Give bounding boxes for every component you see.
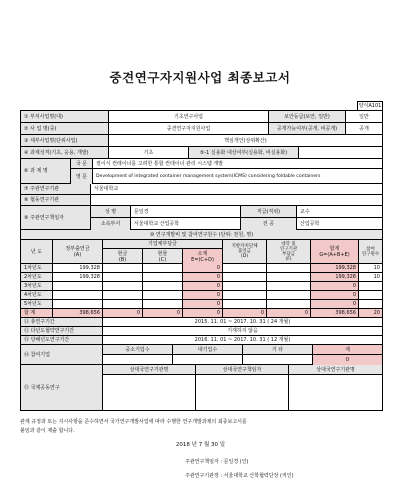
- value-multiyear-period: 기재하지 않음: [227, 328, 258, 334]
- table-row-total: [21, 309, 382, 318]
- cell-gov-fund: [53, 300, 103, 308]
- value-coop-institution: [91, 195, 382, 205]
- cell-in-kind: [143, 264, 183, 272]
- col-local-gov: 지방자치단체 출연금 (D): [223, 240, 267, 263]
- value-sme-count: [103, 355, 173, 365]
- label-participating-companies: ⑭ 참여기업: [21, 345, 103, 364]
- value-large-count: [173, 355, 243, 365]
- cell-cash: [103, 291, 143, 299]
- value-english-title: Development of integrated container management system(ICMS) considering foldable containers: [96, 173, 321, 179]
- row-detail-program: [21, 135, 382, 147]
- cell-subtotal: 0: [183, 300, 223, 308]
- row-project-type: [21, 147, 382, 159]
- cell-univ-fund: [267, 300, 311, 308]
- value-current-period: 2016. 11. 01 ~ 2017. 10. 31 ( 12 개월): [194, 337, 291, 343]
- cell-subtotal: 0: [183, 291, 223, 299]
- row-participating-companies: [21, 345, 382, 365]
- value-partner-institution-2: [289, 375, 382, 410]
- cell-year: 1차년도: [21, 264, 53, 272]
- label-english-title: 영 문: [71, 169, 93, 184]
- table-row: [21, 264, 382, 273]
- cell-year: 3차년도: [21, 282, 53, 290]
- cell-year: 2차년도: [21, 273, 53, 281]
- col-univ-fund: 대학 및 연구기관 부담금 (F): [267, 240, 311, 263]
- label-coop-institution: ⑧ 협동연구기관: [21, 195, 91, 205]
- row-coop-institution: [21, 195, 382, 206]
- cell-cash: [103, 282, 143, 290]
- submission-statement: [20, 418, 381, 436]
- col-gov-fund: 정부출연금 (A): [53, 240, 103, 263]
- value-total-period: 2015. 11. 01 ~ 2017. 10. 31 ( 24 개월): [194, 319, 291, 325]
- value-pi-dept: 서울대학교 산업공학: [131, 218, 241, 230]
- row-budget-columns: [21, 240, 382, 264]
- value-ministry-program: 기초연구사업: [109, 111, 269, 122]
- label-current-period: ⑬ 당해년도연구기간: [21, 336, 103, 344]
- col-researchers: 참여 연구원수: [361, 246, 380, 257]
- value-korean-title: 절이식 컨테이너를 고려한 통합 컨테이너 관리 시스템 개발: [96, 160, 224, 167]
- value-partner-pi: [196, 375, 289, 410]
- cell-univ-fund: [267, 273, 311, 281]
- value-detail-program: 핵심개인(상위확산): [224, 137, 267, 144]
- table-row: [21, 300, 382, 309]
- cell-in-kind: [143, 273, 183, 281]
- cell-total: 398,656: [311, 309, 359, 317]
- label-detail-program: ③ 세부사업명(단위사업): [21, 135, 109, 146]
- value-company-total: 0: [313, 355, 382, 365]
- report-form-table: [20, 110, 383, 411]
- cell-in-kind: [143, 291, 183, 299]
- row-program-name: [21, 123, 382, 135]
- value-security-level: 일반: [359, 113, 369, 120]
- col-company-total: 계: [313, 345, 382, 354]
- cell-cash: [103, 300, 143, 308]
- row-current-period: [21, 336, 382, 345]
- statement-line-2: 붙임과 같이 제출 합니다.: [20, 428, 75, 434]
- cell-total: 199,328: [311, 264, 359, 272]
- cell-researchers: 20: [373, 310, 380, 316]
- cell-cash: [103, 273, 143, 281]
- value-pi-position: 교수: [300, 208, 310, 215]
- table-row: [21, 291, 382, 300]
- cell-in-kind: [143, 300, 183, 308]
- col-partner-pi: 상대국연구책임자: [196, 365, 289, 374]
- col-year: 년 도: [21, 240, 53, 263]
- cell-in-kind: 0: [143, 309, 183, 317]
- label-project-name: ⑥ 과 제 명: [21, 159, 71, 183]
- label-multiyear-period: ⑫ 다년도협약연구기간: [21, 327, 103, 335]
- cell-total: 0: [311, 300, 359, 308]
- cell-in-kind: [143, 282, 183, 290]
- label-project-type: ④ 과제성격(기초, 응용, 개발): [21, 147, 109, 158]
- cell-gov-fund: 199,328: [53, 273, 103, 281]
- col-corp-fund: 기업체부담금: [148, 241, 177, 247]
- cell-subtotal: 0: [183, 282, 223, 290]
- value-lead-institution: 서울대학교: [94, 186, 119, 192]
- cell-local-gov: [223, 291, 267, 299]
- institution-head-signature: 주관연구기관장 : 서울대학교 산학협력단장 (직인): [185, 473, 294, 479]
- cell-researchers: [359, 300, 382, 308]
- cell-subtotal: 0: [183, 273, 223, 281]
- cell-local-gov: [223, 300, 267, 308]
- label-pi-position: 직급(직위): [241, 206, 297, 217]
- value-other-count: [243, 355, 313, 365]
- cell-cash: [103, 264, 143, 272]
- cell-researchers: [359, 291, 382, 299]
- row-budget-header: [21, 230, 382, 240]
- value-pi-name: 문일경: [131, 206, 241, 217]
- col-large-count: 대기업수: [173, 345, 243, 354]
- cell-gov-fund: [53, 282, 103, 290]
- value-pi-major: 산업공학: [300, 221, 320, 227]
- cell-gov-fund: 199,328: [53, 264, 103, 272]
- cell-local-gov: [223, 282, 267, 290]
- label-pi-major: 전 공: [241, 218, 297, 230]
- value-disclosure: 공개: [359, 125, 369, 132]
- row-lead-institution: [21, 184, 382, 195]
- cell-subtotal: 0: [183, 264, 223, 272]
- cell-year: 4차년도: [21, 291, 53, 299]
- cell-univ-fund: [267, 282, 311, 290]
- page-title: 중견연구자지원사업 최종보고서: [109, 70, 291, 85]
- row-international-research: [21, 365, 382, 410]
- cell-total: 199,328: [311, 273, 359, 281]
- col-total: 합계 G=(A+B+E): [311, 240, 359, 263]
- cell-researchers: [359, 282, 382, 290]
- label-international-research: ⑮ 국제공동연구: [21, 365, 103, 410]
- form-number: 양식A101: [358, 103, 382, 109]
- researcher-signature: 주관연구책임자 : 문일경 (인): [185, 459, 249, 465]
- label-pi-dept: 소속부서: [91, 218, 131, 230]
- cell-subtotal: 0: [183, 309, 223, 317]
- label-principal-investigator: ⑨ 주관연구책임자: [21, 206, 91, 229]
- value-program-name: 중견연구자지원사업: [109, 123, 269, 134]
- cell-local-gov: [223, 273, 267, 281]
- label-commercialization: ⑤-1 실용화 대상여부(실용화, 비실용화): [189, 147, 299, 158]
- col-subtotal: 소계 E=(C+D): [183, 249, 222, 264]
- row-project-name: [21, 159, 382, 184]
- col-partner-institution-2: 상대국연구기관명: [316, 366, 355, 373]
- submission-date: 2018 년 7 월 30 일: [175, 442, 226, 448]
- cell-year: 5차년도: [21, 300, 53, 308]
- cell-univ-fund: [267, 291, 311, 299]
- cell-gov-fund: 398,656: [53, 309, 103, 317]
- col-other-count: 기 타: [243, 345, 313, 354]
- label-total-period: ⑪ 총연구기간: [21, 318, 103, 326]
- cell-local-gov: 0: [223, 309, 267, 317]
- value-commercialization: [299, 147, 382, 158]
- label-disclosure: 공개가능여부(공개, 비공개): [269, 123, 346, 134]
- value-project-type: 기초: [109, 147, 189, 158]
- budget-header-label: ⑩ 연구개발비 및 참여연구원수 (단위: 천원, 명): [149, 231, 254, 238]
- cell-researchers: 10: [373, 274, 380, 280]
- table-row: [21, 273, 382, 282]
- cell-local-gov: [223, 264, 267, 272]
- label-lead-institution: ⑦ 주관연구기관: [21, 184, 91, 194]
- statement-line-1: 관계 규정과 또는 지시사항을 준수하면서 국가연구개발사업에 따라 수행한 연구개발과제의 최종보고서를: [20, 419, 247, 425]
- label-pi-name: 성 명: [91, 206, 131, 217]
- label-security-level: 보안등급(보안, 일반): [269, 111, 346, 122]
- cell-year: 합 계: [21, 309, 53, 317]
- col-sme-count: 중소기업수: [103, 345, 173, 354]
- col-cash: 현금 (B): [103, 249, 143, 264]
- col-partner-institution: 상대국연구기관명: [103, 365, 196, 374]
- label-ministry-program: ① 부처사업명(대): [21, 111, 109, 122]
- cell-total: 0: [311, 291, 359, 299]
- row-total-period: [21, 318, 382, 327]
- cell-researchers: 10: [373, 265, 380, 271]
- row-ministry-program: [21, 111, 382, 123]
- cell-gov-fund: [53, 291, 103, 299]
- row-multiyear-period: [21, 327, 382, 336]
- cell-univ-fund: [267, 264, 311, 272]
- label-korean-title: 국 문: [71, 159, 93, 168]
- table-row: [21, 282, 382, 291]
- cell-total: 0: [311, 282, 359, 290]
- value-partner-institution: [103, 375, 196, 410]
- label-program-name: ② 사 업 명(중): [21, 123, 109, 134]
- row-principal-investigator: [21, 206, 382, 230]
- cell-univ-fund: 0: [267, 309, 311, 317]
- col-in-kind: 현물 (C): [143, 249, 183, 264]
- cell-cash: 0: [103, 309, 143, 317]
